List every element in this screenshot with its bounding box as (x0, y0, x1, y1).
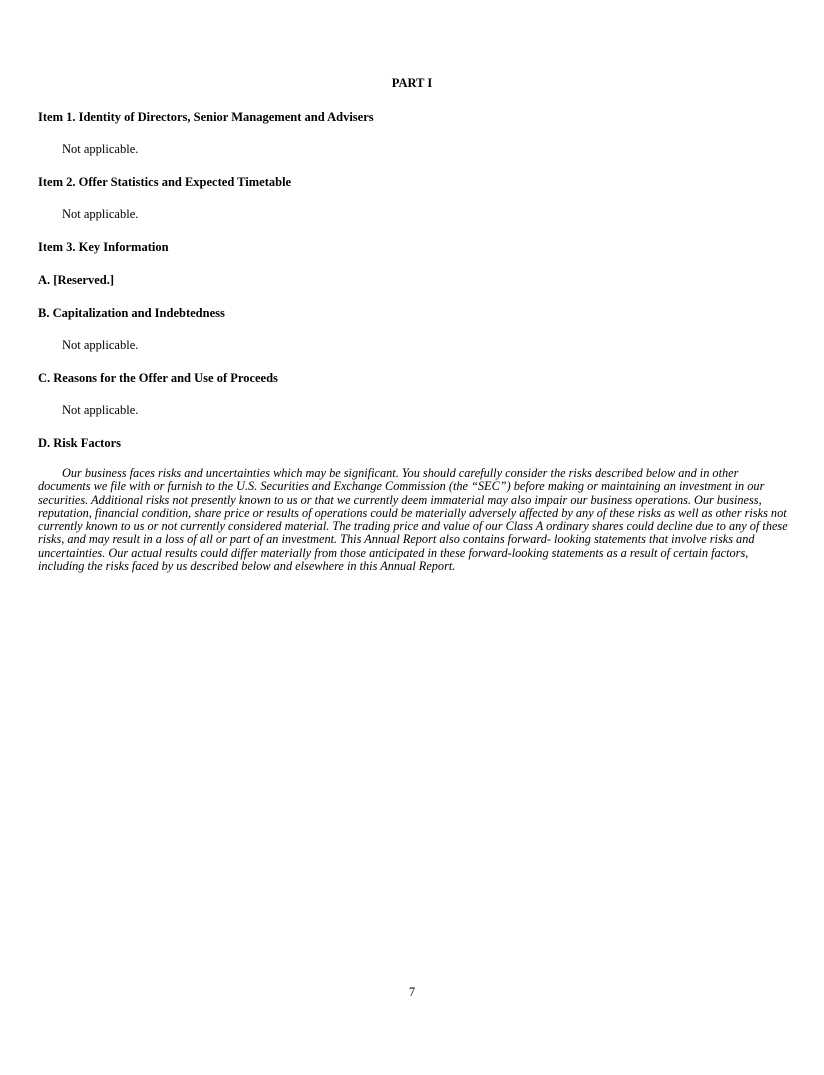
section-d-heading: D. Risk Factors (38, 436, 121, 450)
risk-factors-paragraph: Our business faces risks and uncertainties which may be significant. You should carefully consider the risks described below and in other documents we file with or furnish to the U.S. Securities and Exchange Commission (the “SEC”) before making or maintaining an investment in our securities. Additional risks not presently known to us or that we currently deem immaterial may also impair our business operations. Our business, reputation, financial condition, share price or results of operations could be materially adversely affected by any of these risks as well as other risks not currently known to us or not currently considered material. The trading price and value of our Class A ordinary shares could decline due to any of these risks, and may result in a loss of all or part of an investment. This Annual Report also contains forward- looking statements that involve risks and uncertainties. Our actual results could differ materially from those anticipated in these forward-looking statements as a result of certain factors, including the risks faced by us described below and elsewhere in this Annual Report. (38, 466, 788, 574)
item2-heading: Item 2. Offer Statistics and Expected Timetable (38, 175, 292, 189)
section-c-heading: C. Reasons for the Offer and Use of Proceeds (38, 371, 278, 385)
item3-heading: Item 3. Key Information (38, 240, 169, 254)
section-b-heading: B. Capitalization and Indebtedness (38, 306, 225, 320)
part-title: PART I (391, 76, 433, 90)
item1-text: Not applicable. (62, 142, 139, 156)
section-a-heading: A. [Reserved.] (38, 273, 115, 287)
item2-text: Not applicable. (62, 207, 139, 221)
item1-heading: Item 1. Identity of Directors, Senior Management and Advisers (38, 110, 374, 124)
section-c-text: Not applicable. (62, 403, 139, 417)
page-number: 7 (408, 985, 416, 999)
section-b-text: Not applicable. (62, 338, 139, 352)
